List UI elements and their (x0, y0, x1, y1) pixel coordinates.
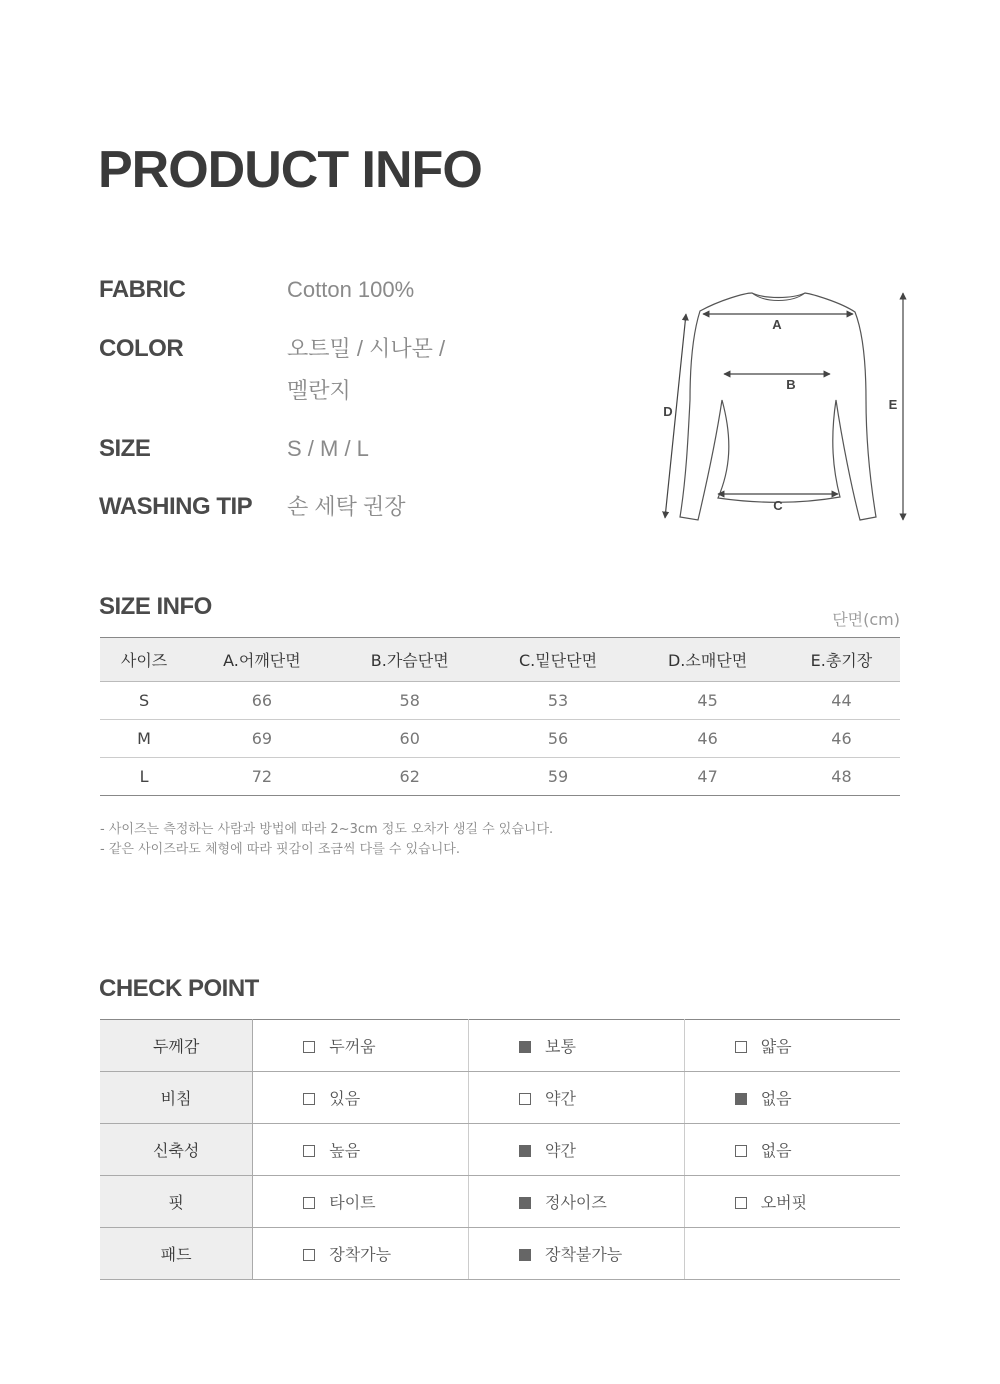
check-option (684, 1176, 900, 1228)
check-point-table (100, 1019, 900, 1280)
cell-hem: 56 (484, 720, 632, 758)
table-row (100, 758, 900, 796)
size-table (100, 637, 900, 796)
check-option (684, 1072, 900, 1124)
cell-chest: 62 (399, 767, 420, 786)
color-value: 오트밀 / 시나몬 / (287, 336, 446, 361)
cell-length: 46 (783, 720, 900, 758)
option-text: 정사이즈 (544, 1193, 607, 1212)
checkbox-filled-icon (519, 1145, 531, 1157)
diagram-label-a: A (772, 317, 782, 332)
diagram-label-d: D (663, 404, 673, 419)
check-option (468, 1228, 684, 1280)
checkbox-filled-icon (519, 1041, 531, 1053)
check-option (253, 1176, 469, 1228)
size-notes (100, 820, 553, 860)
diagram-label-c: C (773, 498, 783, 513)
size-note: - 같은 사이즈라도 체형에 따라 핏감이 조금씩 다를 수 있습니다. (100, 842, 460, 857)
option-text: 약간 (544, 1141, 576, 1160)
option-text: 오버핏 (760, 1193, 808, 1212)
checkbox-empty-icon (303, 1093, 315, 1105)
check-option-empty (684, 1228, 900, 1280)
check-option (253, 1124, 469, 1176)
cell-shoulder: 72 (251, 767, 273, 786)
check-option (468, 1176, 684, 1228)
fabric-value: Cotton 100% (287, 277, 415, 302)
check-option (253, 1020, 469, 1072)
cell-size: S (100, 682, 188, 720)
checkbox-empty-icon (303, 1197, 315, 1209)
check-label: 두께감 (100, 1020, 253, 1072)
color-label: COLOR (99, 335, 184, 362)
cell-length: 48 (831, 767, 852, 786)
checkbox-empty-icon (735, 1041, 747, 1053)
checkbox-empty-icon (303, 1249, 315, 1261)
check-label: 신축성 (100, 1124, 253, 1176)
garment-diagram (650, 285, 920, 530)
option-text: 약간 (544, 1089, 576, 1108)
option-text: 있음 (329, 1089, 361, 1108)
option-text: 타이트 (329, 1193, 376, 1212)
check-option (253, 1072, 469, 1124)
washing-value: 손 세탁 권장 (287, 494, 406, 519)
check-row-pad (100, 1228, 900, 1280)
check-label: 패드 (100, 1228, 253, 1280)
cell-length: 44 (783, 682, 900, 720)
check-row-stretch (100, 1124, 900, 1176)
check-option (468, 1072, 684, 1124)
diagram-label-e: E (888, 397, 898, 412)
check-row-fit (100, 1176, 900, 1228)
cell-sleeve: 45 (632, 682, 783, 720)
option-text: 없음 (760, 1141, 792, 1160)
washing-label: WASHING TIP (99, 493, 253, 520)
header-chest: B.가슴단면 (336, 638, 484, 682)
checkbox-empty-icon (519, 1093, 531, 1105)
cell-chest: 58 (336, 682, 484, 720)
table-row (100, 682, 900, 720)
cell-shoulder: 69 (188, 720, 336, 758)
check-label: 핏 (100, 1176, 253, 1228)
unit-label: 단면(cm) (832, 610, 900, 629)
size-note: - 사이즈는 측정하는 사람과 방법에 따라 2~3cm 정도 오차가 생길 수 있습니다. (100, 822, 554, 837)
cell-hem: 53 (484, 682, 632, 720)
cell-size: M (100, 720, 188, 758)
cell-hem: 59 (547, 767, 569, 786)
option-text: 장착불가능 (544, 1245, 623, 1264)
option-text: 보통 (544, 1037, 576, 1056)
check-point-title: CHECK POINT (99, 975, 259, 1002)
check-option (684, 1124, 900, 1176)
check-option (684, 1020, 900, 1072)
check-label: 비침 (100, 1072, 253, 1124)
checkbox-filled-icon (519, 1197, 531, 1209)
table-row (100, 720, 900, 758)
option-text: 없음 (760, 1089, 792, 1108)
checkbox-empty-icon (303, 1041, 315, 1053)
size-value: S / M / L (287, 436, 369, 461)
checkbox-empty-icon (303, 1145, 315, 1157)
checkbox-filled-icon (519, 1249, 531, 1261)
cell-sleeve: 47 (697, 767, 718, 786)
size-label: SIZE (99, 435, 151, 462)
fabric-label: FABRIC (99, 276, 186, 303)
cell-sleeve: 46 (632, 720, 783, 758)
diagram-label-b: B (786, 377, 796, 392)
check-option (253, 1228, 469, 1280)
header-size: 사이즈 (100, 638, 188, 682)
option-text: 두꺼움 (329, 1037, 376, 1056)
header-length: E.총기장 (783, 638, 900, 682)
cell-chest: 60 (336, 720, 484, 758)
cell-shoulder: 66 (188, 682, 336, 720)
option-text: 높음 (329, 1141, 361, 1160)
check-row-thickness (100, 1020, 900, 1072)
header-sleeve: D.소매단면 (632, 638, 783, 682)
header-shoulder: A.어깨단면 (188, 638, 336, 682)
header-hem: C.밑단단면 (484, 638, 632, 682)
checkbox-empty-icon (735, 1197, 747, 1209)
checkbox-filled-icon (735, 1093, 747, 1105)
option-text: 얇음 (760, 1037, 792, 1056)
option-text: 장착가능 (329, 1245, 392, 1264)
size-info-title: SIZE INFO (99, 593, 212, 620)
checkbox-empty-icon (735, 1145, 747, 1157)
size-table-header (100, 638, 900, 682)
check-option (468, 1124, 684, 1176)
cell-size: L (139, 767, 149, 786)
check-row-sheerness (100, 1072, 900, 1124)
color-value-line2: 멜란지 (287, 378, 351, 403)
page-title: PRODUCT INFO (98, 141, 482, 199)
check-option (468, 1020, 684, 1072)
